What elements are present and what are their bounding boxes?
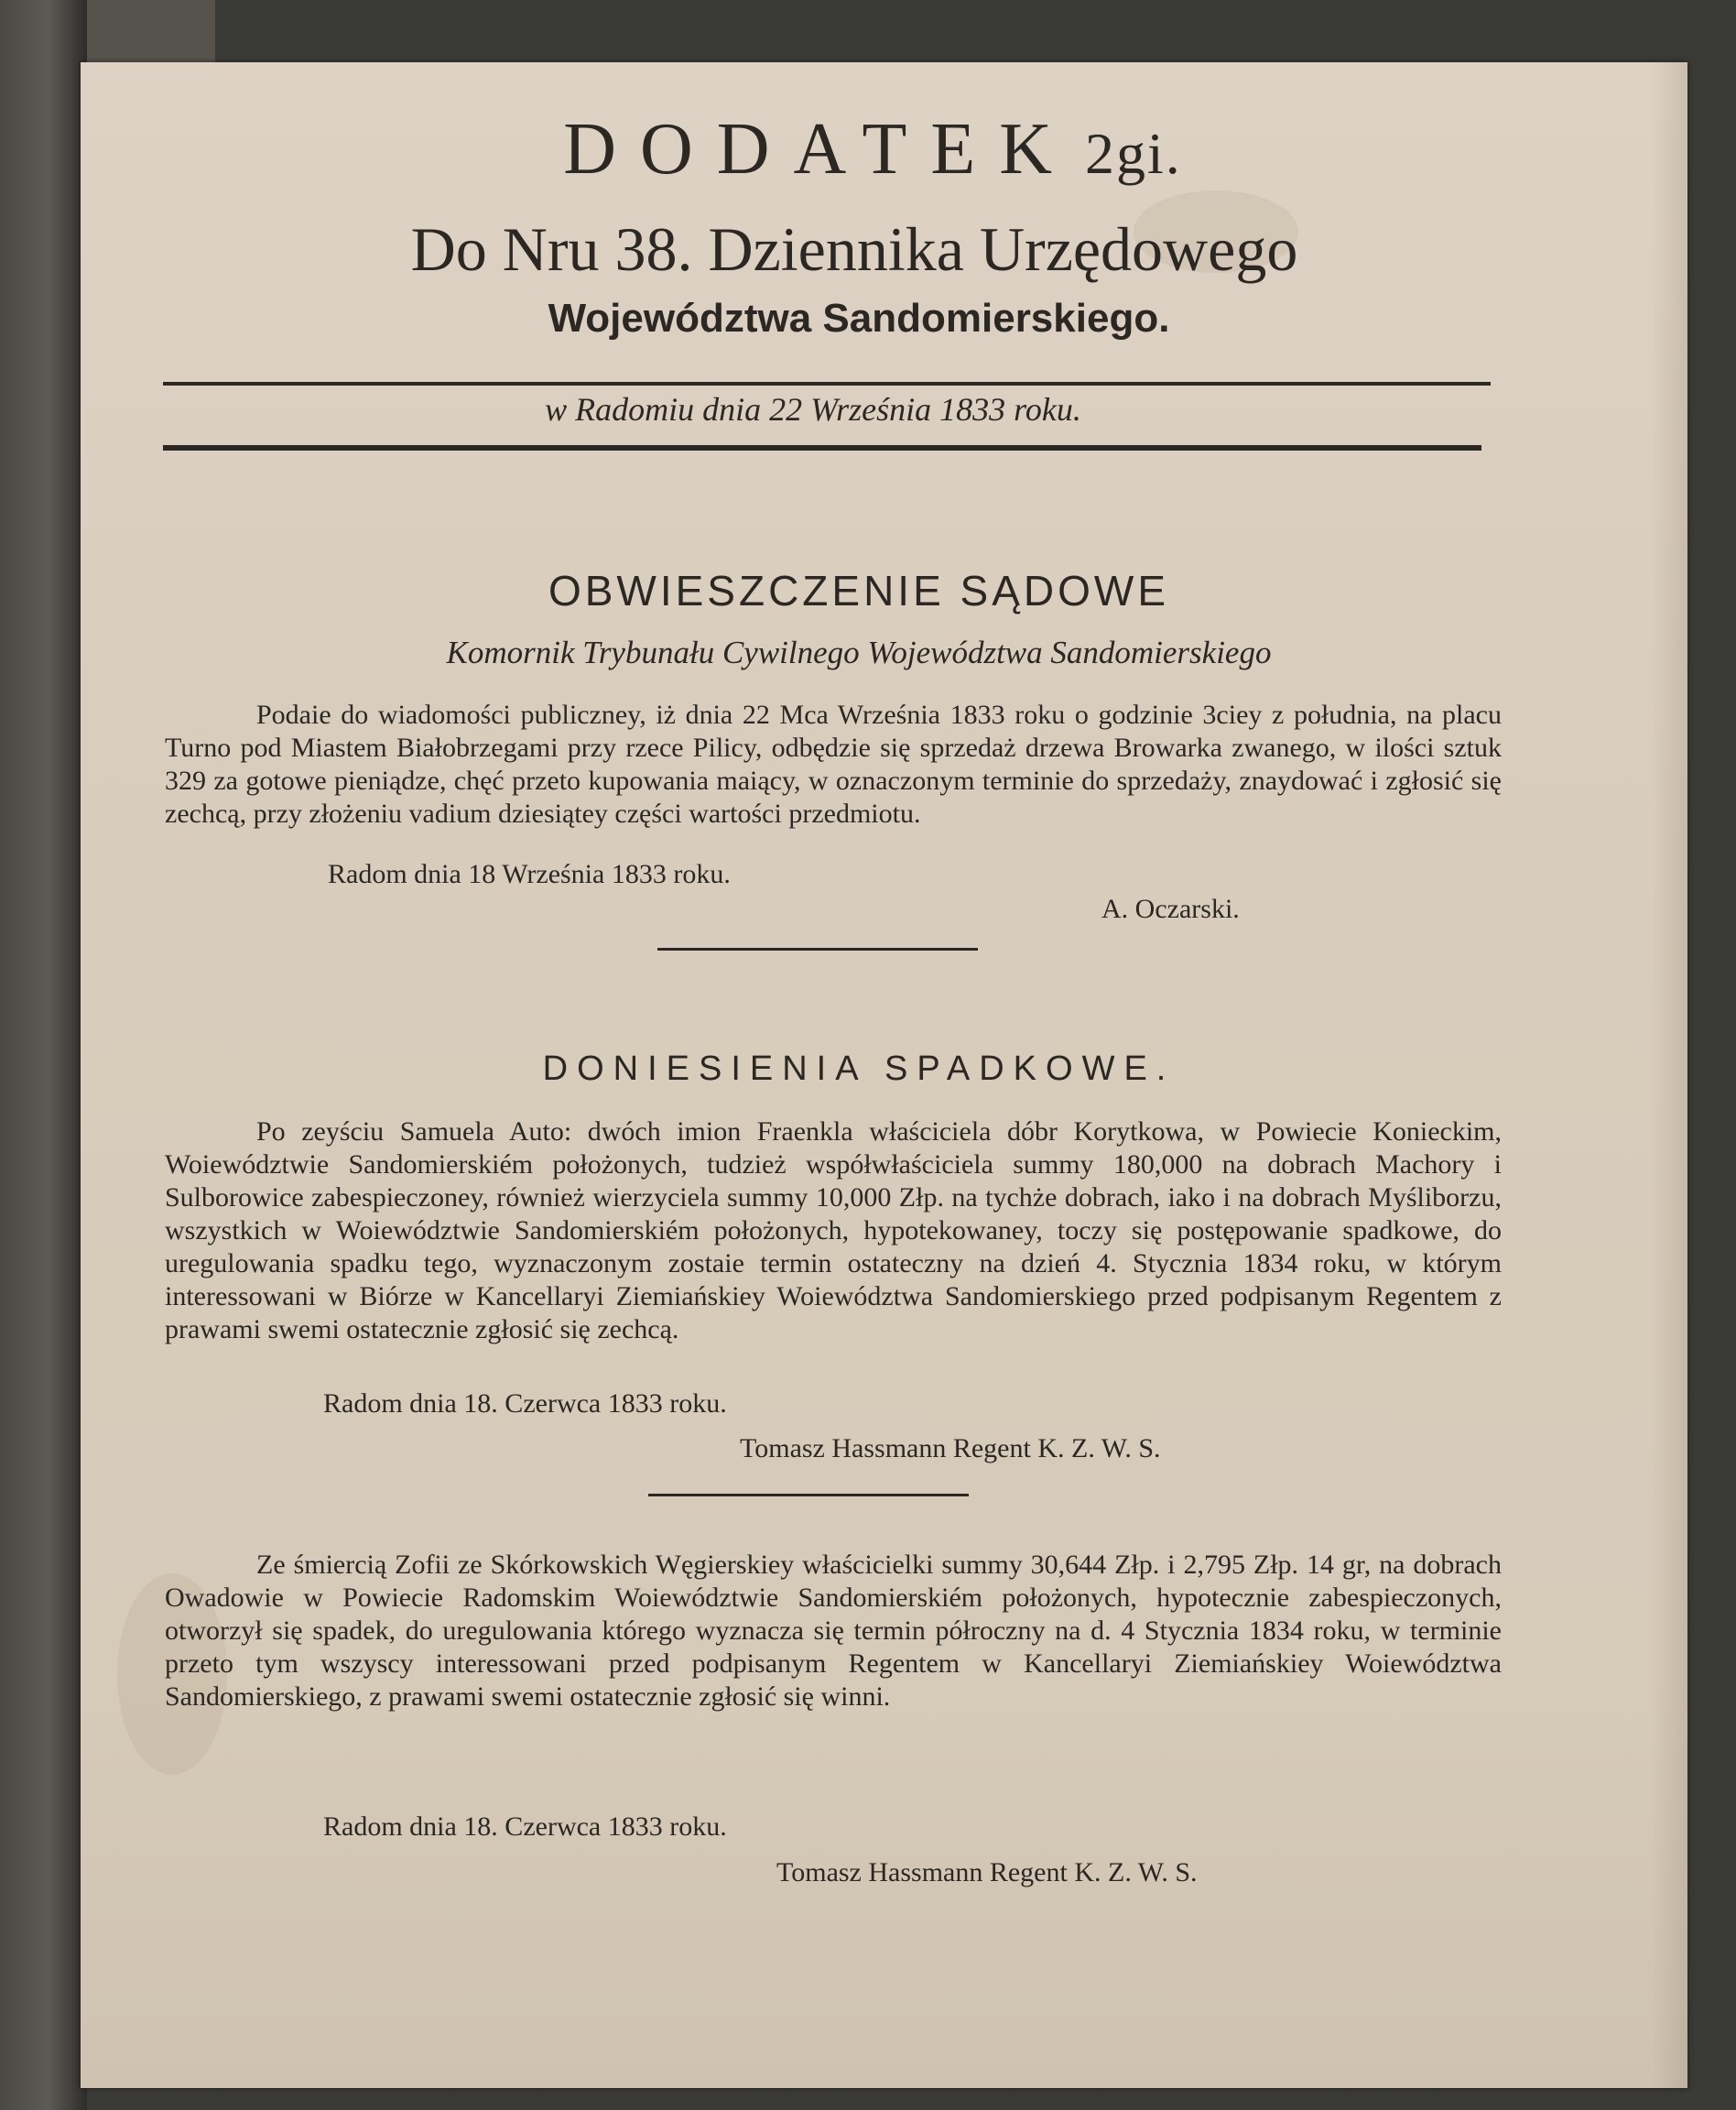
notice3-signer: Tomasz Hassmann Regent K. Z. W. S.	[776, 1857, 1198, 1887]
notice2-heading: DONIESIENIA SPADKOWE.	[542, 1050, 1176, 1088]
section-divider	[648, 1494, 969, 1496]
notice3-date: Radom dnia 18. Czerwca 1833 roku.	[323, 1811, 727, 1842]
notice2-signer: Tomasz Hassmann Regent K. Z. W. S.	[740, 1433, 1161, 1463]
notice3-body: Ze śmiercią Zofii ze Skórkowskich Węgierskiey właścicielki summy 30,644 Złp. i 2,795 Złp. 14 gr, na dobrach Owadowie w Powiecie Radomskim Woiewództwie Sandomierskiém położonych, hypotecznie zabespieczonych, otworzył się spadek, do uregulowania którego wyznacza się termin półroczny na d. 4 Stycznia 1834 roku, w terminie przeto tym wszyscy interessowani przed podpisanym Regentem w Kancellaryi Ziemiańskiey Woiewództwa Sandomierskiego, z prawami swemi ostatecznie zgłosić się winni.	[165, 1550, 1502, 1712]
notice1-heading: OBWIESZCZENIE SĄDOWE	[548, 567, 1170, 615]
notice2-date: Radom dnia 18. Czerwca 1833 roku.	[323, 1388, 727, 1419]
masthead-title	[410, 108, 1335, 191]
dateline: w Radomiu dnia 22 Września 1833 roku.	[545, 391, 1081, 428]
masthead-subtitle: Do Nru 38. Dziennika Urzędowego	[410, 214, 1298, 284]
masthead-number: 2gi.	[1084, 121, 1182, 186]
document-page	[81, 62, 1687, 2088]
masthead-region: Województwa Sandomierskiego.	[548, 296, 1170, 341]
notice1-subheading: Komornik Trybunału Cywilnego Województwa Sandomierskiego	[446, 635, 1272, 670]
page-edge-shadow	[1651, 62, 1687, 2088]
masthead-title-text: DODATEK	[563, 109, 1076, 190]
section-divider	[657, 948, 978, 951]
book-binding-top	[87, 0, 215, 69]
header-rule-top	[163, 382, 1491, 386]
notice1-body: Podaie do wiadomości publiczney, iż dnia 22 Mca Września 1833 roku o godzinie 3ciey z południa, na placu Turno pod Miastem Białobrzegami przy rzece Pilicy, odbędzie się sprzedaż drzewa Browarka zwanego, w ilości sztuk 329 za gotowe pieniądze, chęć przeto kupowania maiący, w oznaczonym terminie do sprzedaży, znaydować i zgłosić się zechcą, przy złożeniu vadium dziesiątey części wartości przedmiotu.	[165, 700, 1502, 829]
book-binding	[0, 0, 87, 2110]
notice1-date: Radom dnia 18 Września 1833 roku.	[328, 859, 731, 889]
notice2-body: Po zeyściu Samuela Auto: dwóch imion Fraenkla właściciela dóbr Korytkowa, w Powiecie Konieckim, Woiewództwie Sandomierskiém położonych, tudzież współwłaściciela summy 180,000 na dobrach Machory i Sulborowice zabespieczoney, również wierzyciela summy 10,000 Złp. na tychże dobrach, iako i na dobrach Myśliborzu, wszystkich w Woiewództwie Sandomierskiém położonych, hypotekowaney, toczy się postępowanie spadkowe, do uregulowania spadku tego, wyznaczonym zostaie termin ostateczny na dzień 4. Stycznia 1834 roku, w którym interessowani w Biórze w Kancellaryi Ziemiańskiey Woiewództwa Sandomierskiego przed podpisanym Regentem z prawami swemi ostatecznie zgłosić się zechcą.	[165, 1116, 1502, 1344]
header-rule-bottom	[163, 445, 1481, 451]
notice1-signer: A. Oczarski.	[1101, 894, 1240, 924]
